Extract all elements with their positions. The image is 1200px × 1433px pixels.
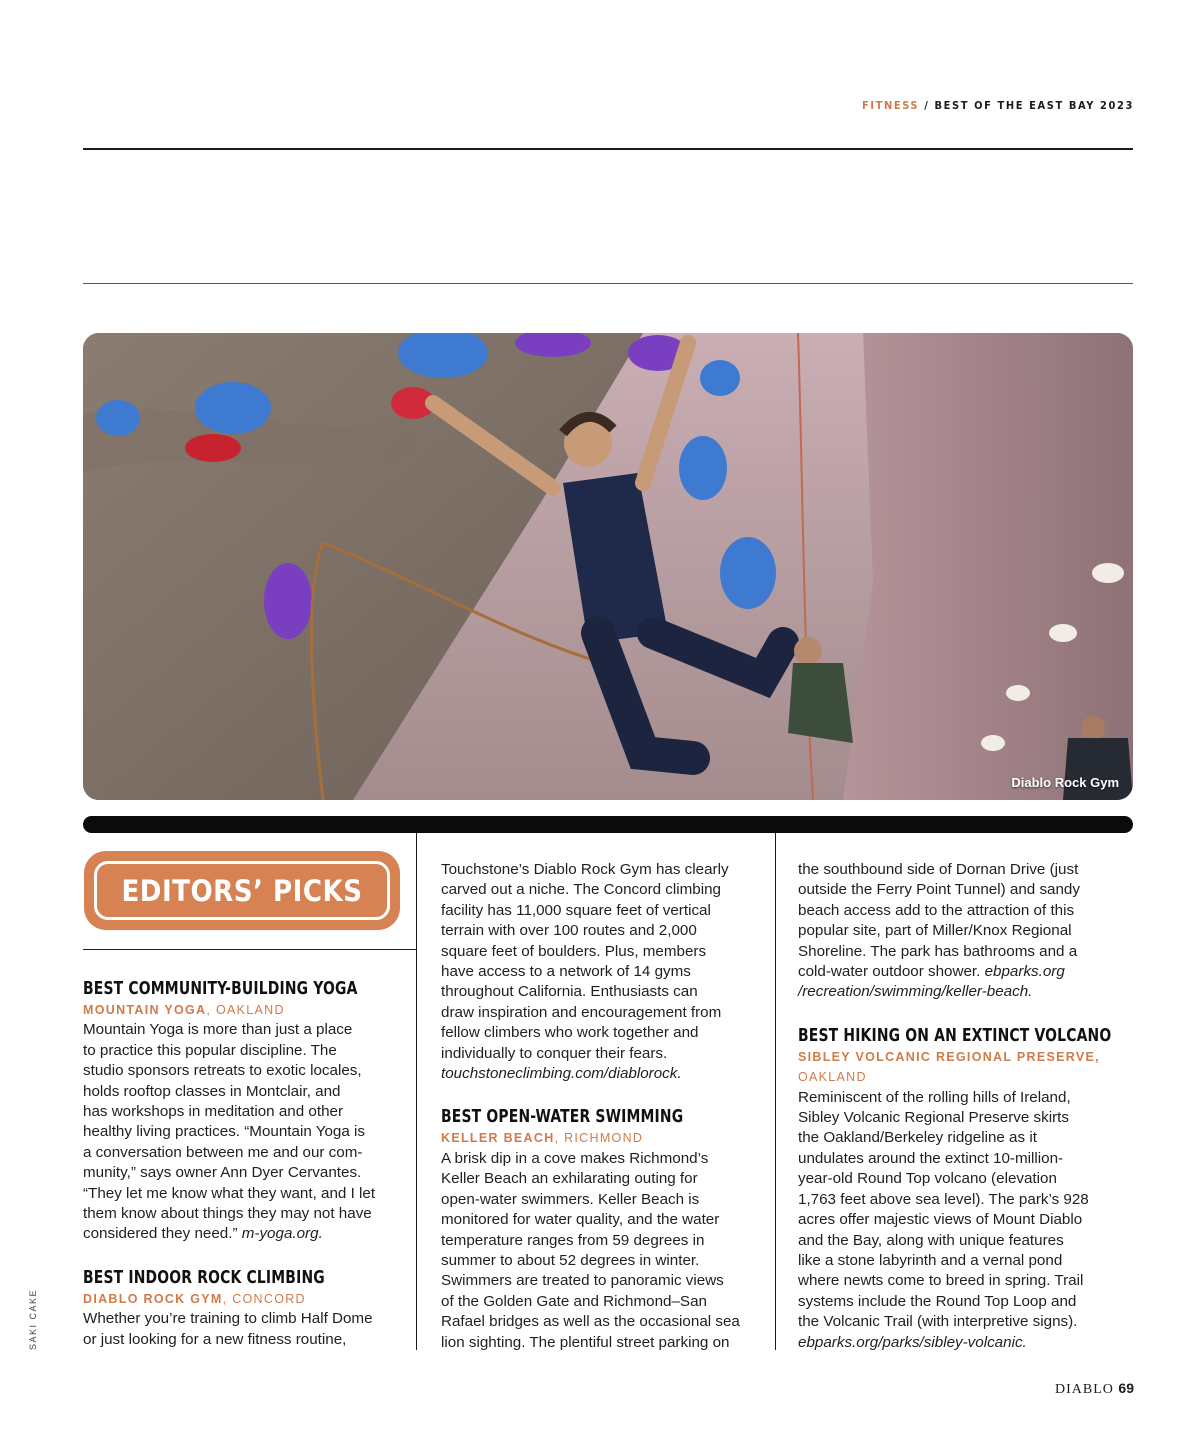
climb-text-line: individually to conquer their fears. bbox=[441, 1044, 668, 1062]
yoga-body bbox=[83, 1020, 408, 1224]
climb-city: CONCORD bbox=[232, 1291, 306, 1306]
hike-text-line: the Oakland/Berkeley ridgeline as it bbox=[798, 1129, 1037, 1147]
yoga-text-line: holds rooftop classes in Montclair, and bbox=[83, 1082, 341, 1100]
swim-text-line: outside the Ferry Point Tunnel) and sandy bbox=[798, 881, 1080, 899]
badge-label: EDITORS’ PICKS bbox=[94, 861, 390, 920]
climb-url: touchstoneclimbing.com/diablorock. bbox=[441, 1065, 682, 1083]
yoga-text-line: Mountain Yoga is more than just a place bbox=[83, 1021, 353, 1039]
climb-location: DIABLO ROCK GYM, CONCORD bbox=[83, 1291, 306, 1306]
swim-city: RICHMOND bbox=[564, 1131, 644, 1146]
column-divider-2 bbox=[775, 833, 776, 1350]
hike-text-line: where newts come to breed in spring. Trail bbox=[798, 1272, 1084, 1290]
hike-text-line: Reminiscent of the rolling hills of Ireland, bbox=[798, 1088, 1071, 1106]
climb-text-line: throughout California. Enthusiasts can bbox=[441, 983, 698, 1001]
yoga-heading: BEST COMMUNITY-BUILDING YOGA bbox=[83, 978, 358, 999]
swim-text-line: Shoreline. The park has bathrooms and a bbox=[798, 942, 1078, 960]
column-3 bbox=[798, 860, 1128, 1353]
column-1 bbox=[83, 978, 408, 1350]
swim-shower-line bbox=[798, 962, 1128, 982]
badge-rule bbox=[83, 949, 416, 950]
yoga-url: m-yoga.org. bbox=[241, 1225, 323, 1243]
photo-credit: SAKI CAKE bbox=[28, 1288, 38, 1350]
climb-text-line: have access to a network of 14 gyms bbox=[441, 963, 691, 981]
yoga-text-line: has workshops in meditation and other bbox=[83, 1103, 344, 1121]
swim-body-continued bbox=[798, 860, 1128, 962]
climb-body-continued bbox=[441, 860, 761, 1064]
section-label: FITNESS bbox=[861, 99, 920, 112]
hike-text-line: Sibley Volcanic Regional Preserve skirts bbox=[798, 1109, 1069, 1127]
swim-heading: BEST OPEN-WATER SWIMMING bbox=[441, 1106, 684, 1128]
swim-body-start bbox=[441, 1149, 761, 1353]
hike-text-line: undulates around the extinct 10-million- bbox=[798, 1149, 1064, 1167]
swim-text-line: lion sighting. The plentiful street parking on bbox=[441, 1333, 730, 1351]
yoga-last-text: considered they need.” bbox=[83, 1225, 238, 1243]
hike-url: ebparks.org/parks/sibley-volcanic. bbox=[798, 1333, 1027, 1351]
editors-picks-badge bbox=[84, 851, 400, 930]
hike-text-line: 1,763 feet above sea level). The park’s 928 bbox=[798, 1190, 1089, 1208]
climb-text-line: facility has 11,000 square feet of vertical bbox=[441, 901, 711, 919]
magazine-name: DIABLO bbox=[1055, 1382, 1114, 1397]
swim-text-line: beach access add to the attraction of this bbox=[798, 901, 1075, 919]
hike-city: OAKLAND bbox=[798, 1070, 867, 1085]
swim-text-line: open-water swimmers. Keller Beach is bbox=[441, 1190, 700, 1208]
hike-heading: BEST HIKING ON AN EXTINCT VOLCANO bbox=[798, 1024, 1112, 1046]
climb-text-line: Whether you’re training to climb Half Dome bbox=[83, 1310, 373, 1328]
page-number: 69 bbox=[1118, 1380, 1134, 1396]
climb-text-line: draw inspiration and encouragement from bbox=[441, 1003, 722, 1021]
climb-heading: BEST INDOOR ROCK CLIMBING bbox=[83, 1266, 325, 1288]
upper-rule bbox=[83, 283, 1133, 284]
swim-text-line: monitored for water quality, and the water bbox=[441, 1211, 720, 1229]
climbing-illustration bbox=[83, 333, 1133, 800]
hike-text-line: like a stone labyrinth and a vernal pond bbox=[798, 1251, 1063, 1269]
hike-venue: SIBLEY VOLCANIC REGIONAL PRESERVE, bbox=[798, 1049, 1100, 1064]
swim-text-line: of the Golden Gate and Richmond–San bbox=[441, 1292, 707, 1310]
hike-text-line: acres offer majestic views of Mount Diablo bbox=[798, 1211, 1083, 1229]
swim-text-line: the southbound side of Dornan Drive (just bbox=[798, 861, 1079, 878]
climb-text-line: fellow climbers who work together and bbox=[441, 1024, 699, 1042]
swim-text-line: temperature ranges from 59 degrees in bbox=[441, 1231, 705, 1249]
hike-text-line: systems include the Round Top Loop and bbox=[798, 1292, 1077, 1310]
swim-lead: cold-water outdoor shower. bbox=[798, 963, 981, 981]
yoga-text-line: munity,” says owner Ann Dyer Cervantes. bbox=[83, 1164, 362, 1182]
yoga-text-line: to practice this popular discipline. The bbox=[83, 1041, 337, 1059]
header-title: BEST OF THE EAST BAY 2023 bbox=[934, 99, 1134, 112]
header-rule bbox=[83, 148, 1133, 150]
swim-text-line: popular site, part of Miller/Knox Regional bbox=[798, 922, 1072, 940]
section-divider-bar bbox=[83, 816, 1133, 833]
yoga-venue: MOUNTAIN YOGA bbox=[83, 1003, 207, 1017]
hike-text-line: and the Bay, along with unique features bbox=[798, 1231, 1064, 1249]
swim-text-line: Rafael bridges as well as the occasional sea bbox=[441, 1313, 740, 1331]
climb-text-line: or just looking for a new fitness routine, bbox=[83, 1330, 347, 1348]
swim-text-line: Keller Beach an exhilarating outing for bbox=[441, 1170, 698, 1188]
header-separator: / bbox=[924, 99, 930, 112]
climb-body-start bbox=[83, 1309, 408, 1350]
hike-body bbox=[798, 1088, 1128, 1333]
swim-text-line: A brisk dip in a cove makes Richmond’s bbox=[441, 1149, 709, 1167]
yoga-city: OAKLAND bbox=[215, 1003, 285, 1017]
page-footer bbox=[1055, 1380, 1134, 1398]
yoga-text-line: a conversation between me and our com- bbox=[83, 1143, 363, 1161]
yoga-text-line: them know about things they may not have bbox=[83, 1205, 372, 1223]
climbing-photo bbox=[83, 333, 1133, 800]
climb-text-line: Touchstone’s Diablo Rock Gym has clearly bbox=[441, 861, 729, 878]
yoga-text-line: studio sponsors retreats to exotic locales, bbox=[83, 1062, 362, 1080]
swim-text-line: Swimmers are treated to panoramic views bbox=[441, 1272, 724, 1290]
swim-url-2: /recreation/swimming/keller-beach. bbox=[798, 983, 1033, 1001]
climb-text-line: carved out a niche. The Concord climbing bbox=[441, 881, 721, 899]
yoga-text-line: healthy living practices. “Mountain Yoga is bbox=[83, 1123, 365, 1141]
climb-text-line: square feet of boulders. Plus, members bbox=[441, 942, 707, 960]
running-header bbox=[862, 99, 1134, 112]
yoga-location: MOUNTAIN YOGA, OAKLAND bbox=[83, 1003, 285, 1017]
swim-url-1: ebparks.org bbox=[984, 963, 1065, 981]
yoga-text-line: “They let me know what they want, and I let bbox=[83, 1184, 376, 1202]
swim-venue: KELLER BEACH bbox=[441, 1131, 555, 1146]
column-divider-1 bbox=[416, 833, 417, 1350]
swim-text-line: summer to about 52 degrees in winter. bbox=[441, 1251, 700, 1269]
column-2 bbox=[441, 860, 761, 1353]
climb-text-line: terrain with over 100 routes and 2,000 bbox=[441, 922, 697, 940]
yoga-last-line bbox=[83, 1224, 408, 1244]
hike-text-line: the Volcanic Trail (with interpretive signs). bbox=[798, 1313, 1078, 1331]
photo-caption: Diablo Rock Gym bbox=[1011, 775, 1119, 790]
climb-venue: DIABLO ROCK GYM bbox=[83, 1291, 223, 1306]
hike-text-line: year-old Round Top volcano (elevation bbox=[798, 1170, 1057, 1188]
swim-location: KELLER BEACH, RICHMOND bbox=[441, 1131, 644, 1146]
